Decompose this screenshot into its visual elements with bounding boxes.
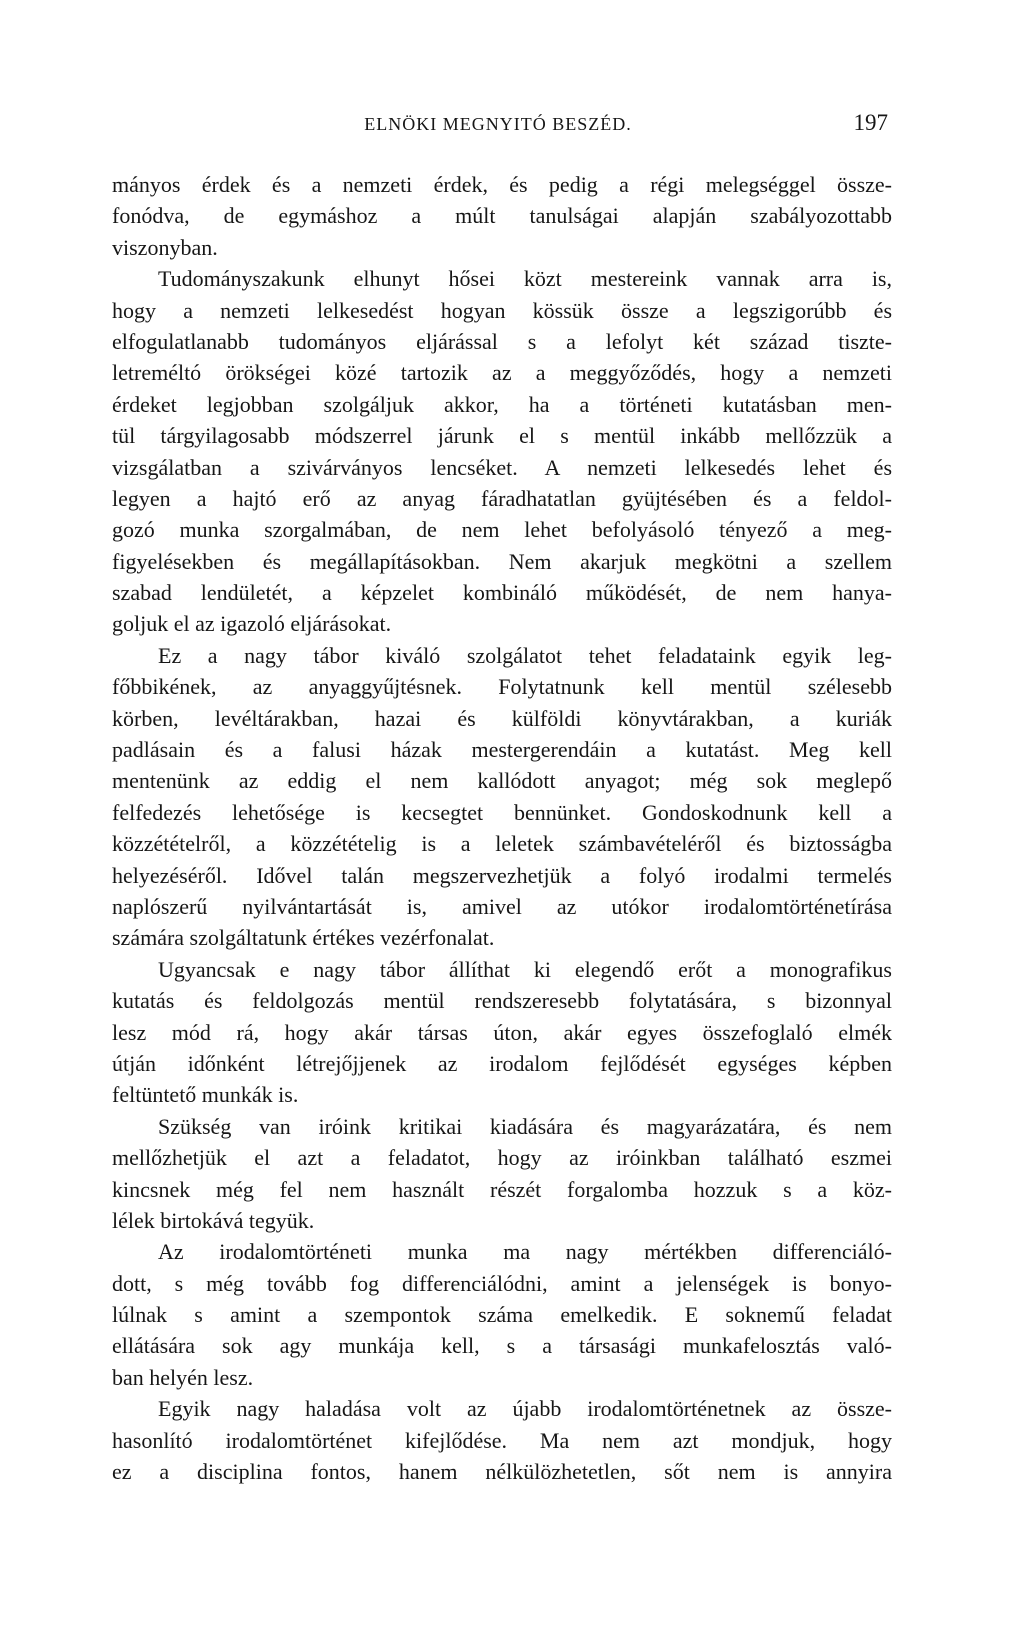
text-line: mányos érdek és a nemzeti érdek, és pedig a régi melegséggel össze- [112,172,892,197]
text-line: Ez a nagy tábor kiváló szolgálatot tehet feladataink egyik leg- [158,642,892,668]
text-line: vizsgálatban a szivárványos lencséket. A nemzeti lelkesedés lehet és [112,454,892,480]
body-text [112,169,892,1487]
text-line: figyelésekben és megállapításokban. Nem akarjuk megkötni a szellem [112,548,892,574]
text-line: Egyik nagy haladása volt az újabb irodalomtörténetnek az össze- [158,1396,892,1422]
text-line: szabad lendületét, a képzelet kombináló működését, de nem hanya- [112,580,892,606]
text-line: útján időnként létrejőjjenek az irodalom fejlődését egységes képben [112,1050,892,1076]
text-line: hogy a nemzeti lelkesedést hogyan kössük össze a legszigorúbb és [112,297,892,323]
text-line: helyezéséről. Idővel talán megszervezhetjük a folyó irodalmi termelés [112,862,892,888]
text-line: ez a disciplina fontos, hanem nélkülözhetetlen, sőt nem is annyira [112,1459,892,1485]
text-line: gozó munka szorgalmában, de nem lehet befolyásoló tényező a meg- [112,517,892,543]
text-line: főbbikének, az anyaggyűjtésnek. Folytatnunk kell mentül szélesebb [112,674,892,700]
text-line: körben, levéltárakban, hazai és külföldi könyvtárakban, a kuriák [112,705,892,731]
text-line: elfogulatlanabb tudományos eljárással s a lefolyt két század tiszte- [112,328,892,354]
text-line: számára szolgáltatunk értékes vezérfonalat. [112,925,495,951]
text-line: érdeket legjobban szolgáljuk akkor, ha a történeti kutatásban men- [112,391,892,417]
running-head [108,110,888,142]
running-title: ELNÖKI MEGNYITÓ BESZÉD. [364,114,632,134]
text-line: lesz mód rá, hogy akár társas úton, akár egyes összefoglaló elmék [112,1019,892,1045]
text-line: ellátására sok agy munkája kell, s a társasági munkafelosztás való- [112,1333,892,1359]
text-line: Szükség van iróink kritikai kiadására és magyarázatára, és nem [158,1113,892,1139]
text-line: kincsnek még fel nem használt részét forgalomba hozzuk s a köz- [112,1176,892,1202]
text-line: legyen a hajtó erő az anyag fáradhatatlan gyüjtésében és a feldol- [112,485,892,511]
text-line: viszonyban. [112,234,218,260]
text-line: tül tárgyilagosabb módszerrel járunk el s mentül inkább mellőzzük a [112,423,892,449]
text-line: Az irodalomtörténeti munka ma nagy mértékben differenciáló- [158,1239,892,1265]
text-line: felfedezés lehetősége is kecsegtet bennünket. Gondoskodnunk kell a [112,799,892,825]
text-line: feltüntető munkák is. [112,1082,299,1108]
text-line: lélek birtokává tegyük. [112,1207,315,1233]
text-line: közzétételről, a közzétételig is a leletek számbavételéről és biztosságba [112,831,892,857]
text-line: ban helyén lesz. [112,1364,254,1390]
text-line: letreméltó örökségei közé tartozik az a meggyőződés, hogy a nemzeti [112,360,892,386]
text-line: padlásain és a falusi házak mestergerendáin a kutatást. Meg kell [112,737,892,763]
page-number: 197 [853,110,888,135]
text-line: fonódva, de egymáshoz a múlt tanulságai alapján szabályozottabb [112,203,892,229]
text-line: Tudományszakunk elhunyt hősei közt mestereink vannak arra is, [158,266,892,292]
text-line: kutatás és feldolgozás mentül rendszeresebb folytatására, s bizonnyal [112,988,892,1014]
text-line: lúlnak s amint a szempontok száma emelkedik. E soknemű feladat [112,1302,892,1328]
text-line: hasonlító irodalomtörténet kifejlődése. Ma nem azt mondjuk, hogy [112,1427,892,1453]
text-line: mellőzhetjük el azt a feladatot, hogy az iróinkban található eszmei [112,1145,892,1171]
text-line: goljuk el az igazoló eljárásokat. [112,611,392,637]
text-line: mentenünk az eddig el nem kallódott anyagot; még sok meglepő [112,768,892,794]
text-line: dott, s még tovább fog differenciálódni, amint a jelenségek is bonyo- [112,1270,892,1296]
text-line: naplószerű nyilvántartását is, amivel az utókor irodalomtörténetírása [112,893,892,919]
text-line: Ugyancsak e nagy tábor állíthat ki elegendő erőt a monografikus [158,956,892,982]
